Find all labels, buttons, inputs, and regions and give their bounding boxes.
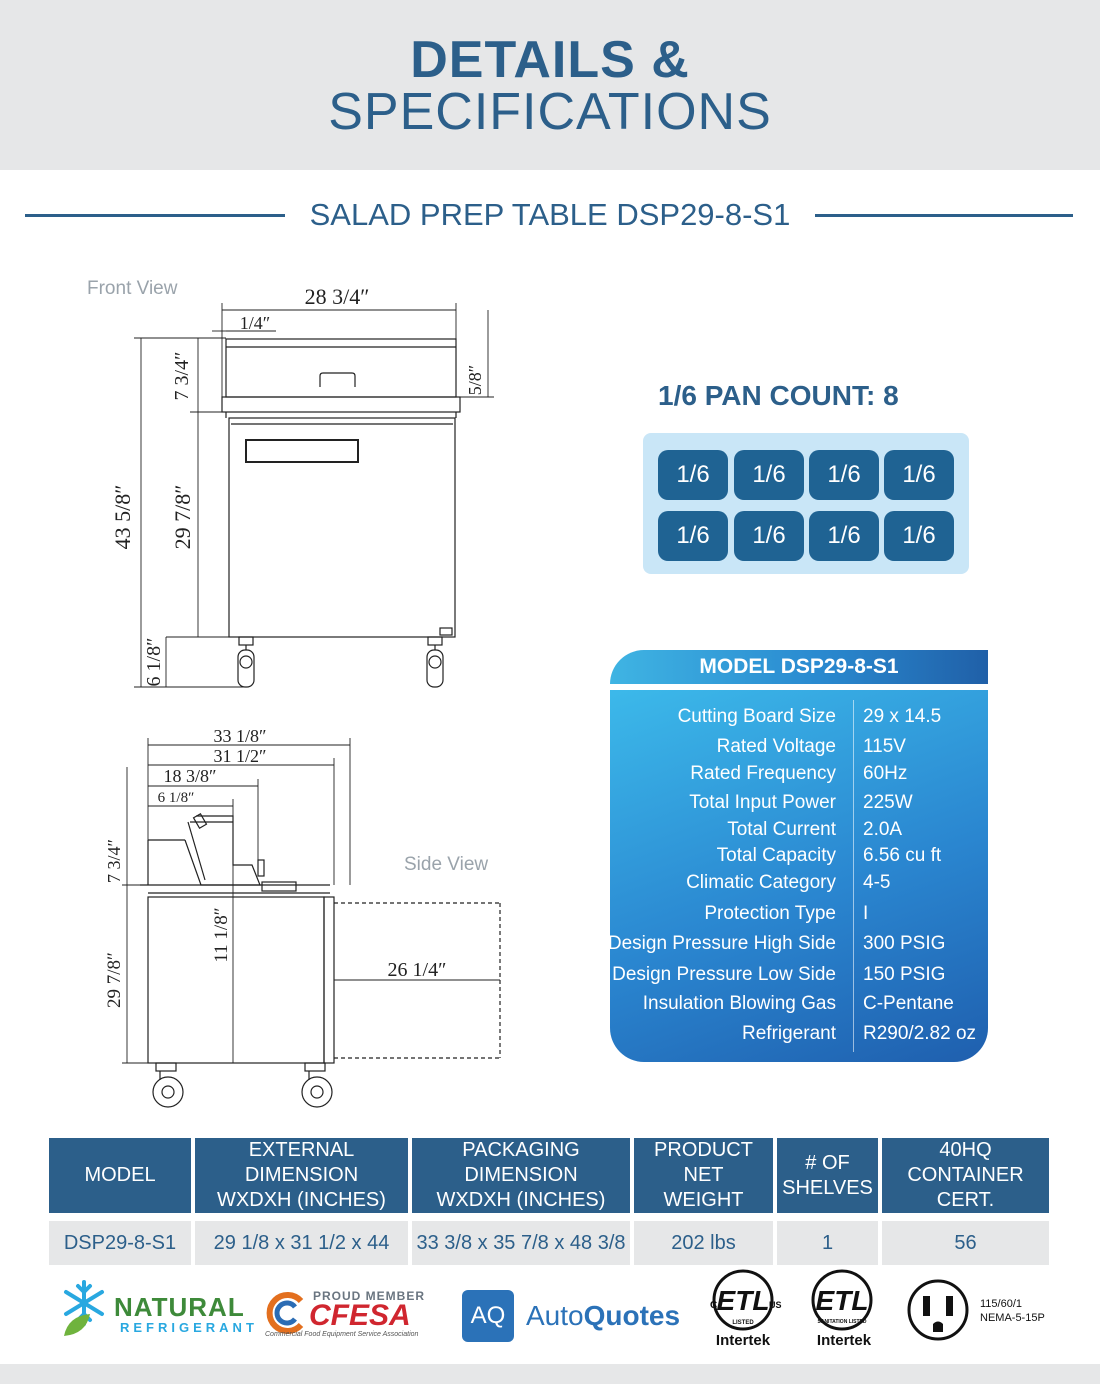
spec-row [610,1023,988,1049]
dim-side-cutting: 18 3/8″ [163,766,217,786]
page-title-line2: SPECIFICATIONS [328,83,772,141]
table-cell: 202 lbs [634,1221,773,1265]
spec-card [607,650,988,1062]
page-title-line1: DETAILS & [410,31,690,89]
table-cell: 33 3/8 x 35 7/8 x 48 3/8 [412,1221,630,1265]
pan-slot: 1/6 [734,450,804,500]
pan-slot: 1/6 [809,511,879,561]
spec-label: Protection Type [704,903,836,924]
spec-label: Rated Frequency [690,763,836,784]
table-header [882,1138,1049,1213]
table-header-text: PACKAGING DIMENSION [462,1139,580,1186]
pan-slot: 1/6 [658,511,728,561]
spec-value: I [863,903,869,924]
plug-type: NEMA-5-15P [980,1312,1045,1324]
spec-row [610,903,988,929]
aq-badge: AQ [462,1290,514,1342]
spec-label: Cutting Board Size [677,706,836,727]
spec-row [610,993,988,1019]
table-header-text: PRODUCT NET [654,1139,753,1186]
dim-side-inner: 11 1/8″ [211,907,232,963]
snowflake-icon [50,1276,120,1342]
spec-value: 300 PSIG [863,933,946,954]
nema-plug-logo [906,1278,1066,1344]
front-view-label: Front View [87,278,178,299]
spec-label: Total Current [727,819,836,840]
dim-front-edge: 1/4″ [239,313,271,333]
cfesa-proud-member: PROUD MEMBER [313,1289,426,1303]
spec-value: 115V [863,736,906,757]
spec-row [610,819,988,845]
spec-value: C-Pentane [863,993,954,1014]
etl-listed-text: LISTED [732,1320,754,1326]
pan-count-title: 1/6 PAN COUNT: 8 [658,380,899,411]
spec-value: 150 PSIG [863,964,946,985]
table-header [777,1138,878,1213]
etl-listed-logo [705,1268,785,1356]
dim-side-depth: 31 1/2″ [213,746,267,766]
spec-list [607,690,988,1062]
spec-value: 225W [863,792,913,813]
spec-row [610,964,988,990]
spec-label: Rated Voltage [716,736,836,757]
table-header [412,1138,630,1213]
etl-text: ETL [716,1285,770,1316]
spec-row [607,933,988,959]
pan-slot: 1/6 [734,511,804,561]
etl-c-text: C [710,1300,718,1311]
refrigerant-text: REFRIGERANT [120,1320,258,1335]
etl-mark-icon [806,1268,882,1334]
nema-plug-icon [906,1278,972,1344]
spec-row [610,872,988,898]
spec-label: Design Pressure Low Side [612,964,836,985]
plug-rating: 115/60/1 [980,1298,1023,1310]
cfesa-name: CFESA [309,1299,411,1332]
dim-front-cabinet: 29 7/8″ [170,484,195,550]
table-header-text: 40HQ [939,1139,992,1161]
pan-slot: 1/6 [884,450,954,500]
spec-value: 29 x 14.5 [863,706,942,727]
spec-value: 60Hz [863,763,908,784]
product-subtitle: SALAD PREP TABLE DSP29-8-S1 [309,197,791,232]
table-header-text: WEIGHT [663,1189,744,1211]
pan-slot: 1/6 [658,450,728,500]
spec-label: Total Capacity [716,845,836,866]
table-cell: 1 [777,1221,878,1265]
cfesa-mark-icon [265,1291,305,1335]
etl-sanitation-logo [806,1268,882,1356]
spec-row [610,706,988,732]
natural-refrigerant-logo [50,1276,260,1342]
spec-label: Refrigerant [742,1023,836,1044]
intertek-label: Intertek [816,1332,872,1349]
autoquotes-logo [462,1290,692,1342]
table-header [49,1138,191,1213]
dim-front-top: 7 3/4″ [171,351,193,401]
autoquotes-text-b: Quotes [583,1300,681,1331]
side-view-label: Side View [404,854,489,875]
etl-mark-icon [705,1268,785,1334]
table-header-text: SHELVES [782,1176,873,1199]
table-cell: 56 [882,1221,1049,1265]
dim-front-width: 28 3/4″ [304,284,370,309]
spec-value: 2.0A [863,819,903,840]
pan-slot: 1/6 [884,511,954,561]
table-header-text: CONTAINER CERT. [907,1164,1024,1211]
dim-front-height: 43 5/8″ [110,484,135,550]
spec-row [610,736,988,762]
dim-front-casters: 6 1/8″ [143,637,165,687]
table-header-text: EXTERNAL DIMENSION [244,1139,359,1186]
spec-row [610,792,988,818]
spec-label: Design Pressure High Side [607,933,836,954]
spec-row [610,763,988,789]
spec-label: Insulation Blowing Gas [642,993,836,1014]
table-header [195,1138,408,1213]
dim-side-depth-total: 33 1/8″ [213,726,267,746]
spec-label: Climatic Category [686,872,836,893]
etl-text: ETL [815,1285,869,1316]
etl-sanitation-text: SANITATION LISTED [817,1319,867,1325]
natural-text: NATURAL [114,1292,245,1322]
spec-row [610,845,988,871]
spec-label: Total Input Power [689,792,836,813]
cfesa-tagline: Commercial Food Equipment Service Association [265,1331,419,1338]
spec-model-title: MODEL DSP29-8-S1 [610,650,988,684]
dimension-table [45,1138,1053,1265]
cfesa-logo [265,1287,445,1341]
footer-bar [0,1364,1100,1384]
pan-grid [643,433,969,574]
table-header [634,1138,773,1213]
intertek-label: Intertek [715,1332,771,1349]
dim-side-lid: 6 1/8″ [157,790,195,806]
table-header-text: WXDXH (INCHES) [217,1189,386,1211]
table-header-text: WXDXH (INCHES) [436,1189,606,1211]
table-header-text: MODEL [84,1164,156,1186]
spec-value: R290/2.82 oz [863,1023,977,1044]
table-cell: 29 1/8 x 31 1/2 x 44 [195,1221,408,1265]
etl-us-text: US [769,1300,782,1310]
dim-side-door: 26 1/4″ [387,959,447,981]
table-row [49,1221,1049,1265]
table-header-text: # OF [805,1151,850,1174]
dim-side-top: 7 3/4″ [104,839,124,883]
spec-value: 6.56 cu ft [863,845,942,866]
table-header-row [49,1138,1049,1213]
dim-side-cabinet: 29 7/8″ [104,952,125,1008]
leaf-icon [64,1314,90,1336]
dim-front-lid: 5/8″ [465,364,485,396]
spec-value: 4-5 [863,872,891,893]
autoquotes-text-a: Auto [526,1300,584,1331]
table-cell: DSP29-8-S1 [49,1221,191,1265]
pan-slot: 1/6 [809,450,879,500]
